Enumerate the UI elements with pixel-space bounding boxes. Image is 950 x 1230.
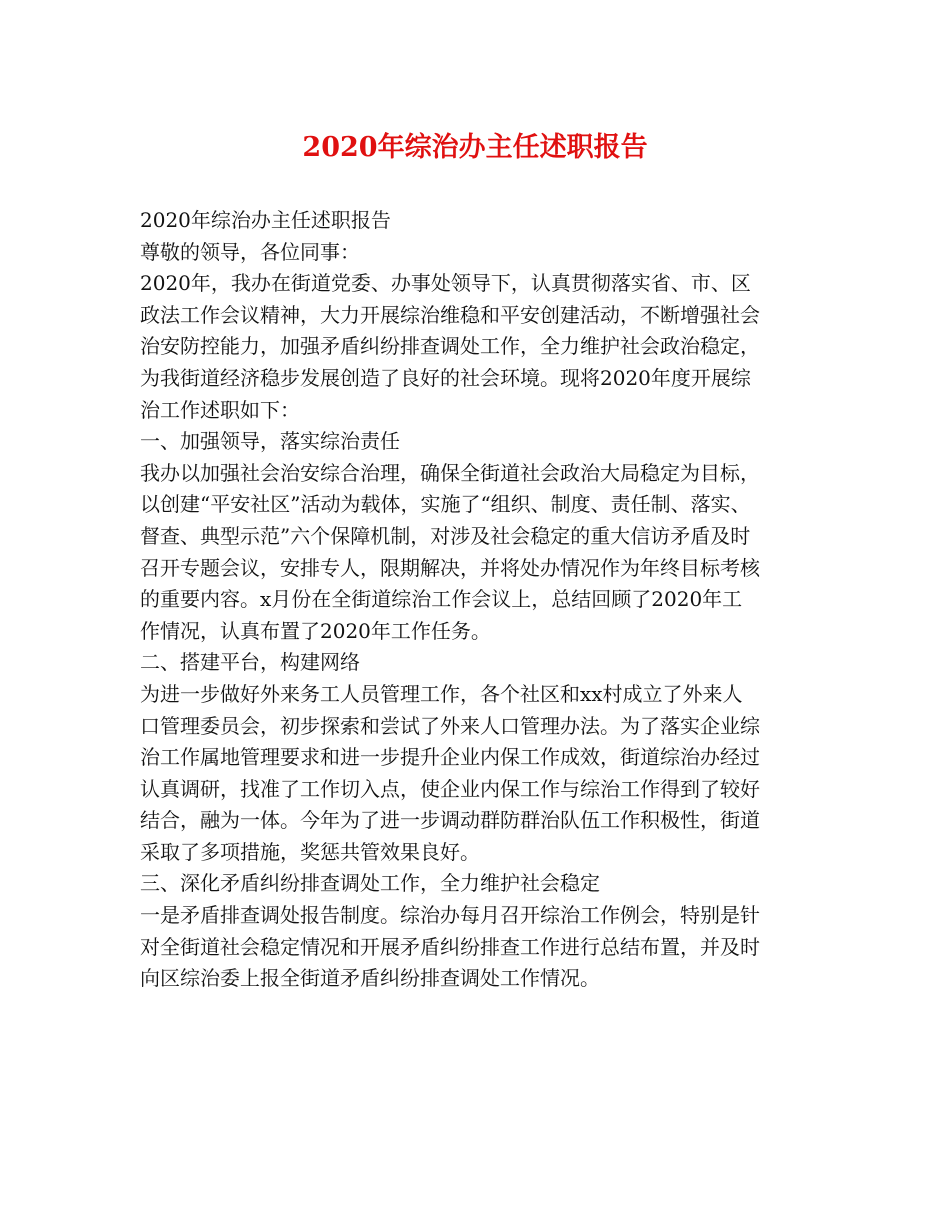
text-line: 治工作述职如下： <box>140 397 300 422</box>
text-line: 对全街道社会稳定情况和开展矛盾纠纷排查工作进行总结布置，并及时 <box>140 934 760 959</box>
text-line: 一是矛盾排查调处报告制度。综治办每月召开综治工作例会，特别是针 <box>140 903 760 928</box>
text-line: 为我街道经济稳步发展创造了良好的社会环境。现将2020年度开展综 <box>140 365 751 390</box>
text-line: 向区综治委上报全街道矛盾纠纷排查调处工作情况。 <box>140 966 600 991</box>
text-line: 采取了多项措施，奖惩共管效果良好。 <box>140 839 480 864</box>
text-line: 2020年，我办在街道党委、办事处领导下，认真贯彻落实省、市、区 <box>140 271 751 296</box>
text-line: 口管理委员会，初步探索和尝试了外来人口管理办法。为了落实企业综 <box>140 713 760 738</box>
section-heading: 二、搭建平台，构建网络 <box>140 650 360 675</box>
text-line: 结合，融为一体。今年为了进一步调动群防群治队伍工作积极性，街道 <box>140 808 760 833</box>
text-line: 治工作属地管理要求和进一步提升企业内保工作成效，街道综治办经过 <box>140 745 760 770</box>
text-line: 的重要内容。x月份在全街道综治工作会议上，总结回顾了2020年工 <box>140 587 743 612</box>
text-line: 我办以加强社会治安综合治理，确保全街道社会政治大局稳定为目标， <box>140 460 760 485</box>
section-heading: 一、加强领导，落实综治责任 <box>140 429 400 454</box>
document-body <box>140 205 830 995</box>
text-line: 2020年综治办主任述职报告 <box>140 208 391 232</box>
text-line: 尊敬的领导，各位同事： <box>140 239 360 264</box>
text-line: 督查、典型示范”六个保障机制，对涉及社会稳定的重大信访矛盾及时 <box>140 523 751 548</box>
text-line: 政法工作会议精神，大力开展综治维稳和平安创建活动，不断增强社会 <box>140 302 760 327</box>
text-line: 治安防控能力，加强矛盾纠纷排查调处工作，全力维护社会政治稳定， <box>140 334 760 359</box>
section-heading: 三、深化矛盾纠纷排查调处工作，全力维护社会稳定 <box>140 871 600 896</box>
text-line: 认真调研，找准了工作切入点，使企业内保工作与综治工作得到了较好 <box>140 776 760 801</box>
text-line: 召开专题会议，安排专人，限期解决，并将处办情况作为年终目标考核 <box>140 555 760 580</box>
text-line: 以创建“平安社区”活动为载体，实施了“组织、制度、责任制、落实、 <box>140 492 751 517</box>
text-line: 为进一步做好外来务工人员管理工作，各个社区和xx村成立了外来人 <box>140 681 743 706</box>
text-line: 作情况，认真布置了2020年工作任务。 <box>140 618 491 643</box>
document-title: 2020年综治办主任述职报告 <box>302 132 648 163</box>
